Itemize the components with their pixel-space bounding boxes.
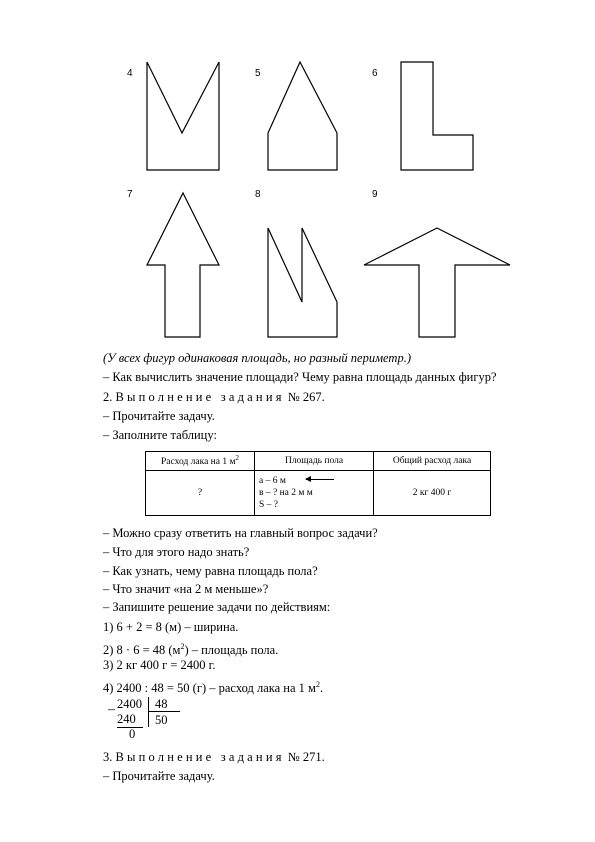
lacquer-table (145, 451, 491, 516)
division-remainder: 0 (129, 727, 136, 741)
division-divisor: 48 (155, 697, 168, 711)
solution-step-2 (103, 639, 278, 658)
header-sup: 2 (235, 454, 239, 463)
question-5: – Запишите решение задачи по действиям: (103, 600, 331, 614)
question-4: – Что значит «на 2 м меньше»? (103, 582, 269, 596)
division-dividend: 2400 (117, 697, 142, 711)
task-267-title: Выполнение задания (115, 390, 285, 404)
table-cell-consumption: ? (146, 471, 255, 516)
table-cell-total: 2 кг 400 г (374, 471, 491, 516)
read-task-line-2: – Прочитайте задачу. (103, 769, 215, 783)
task-271-heading (103, 750, 325, 765)
table-header-cell: Площадь пола (255, 452, 374, 471)
fill-table-line: – Заполните таблицу: (103, 428, 217, 442)
question-2: – Что для этого надо знать? (103, 545, 250, 559)
figures-area (0, 0, 595, 345)
figure-label-4: 4 (127, 68, 133, 79)
figure-8-shape (268, 228, 337, 337)
figure-label-8: 8 (255, 189, 261, 200)
division-subtrahend: 240 (117, 712, 136, 726)
figure-4-shape (147, 62, 219, 170)
task-271-ref: № 271. (287, 750, 325, 764)
division-divisor-underline (148, 711, 180, 712)
task-267-ref: № 267. (287, 390, 325, 404)
solution-step-3: 3) 2 кг 400 г = 2400 г. (103, 658, 216, 672)
figure-5-shape (268, 62, 337, 170)
task-267-heading (103, 390, 325, 405)
step-4-b: . (319, 681, 324, 696)
arrow-left-icon (306, 479, 334, 480)
division-vertical-bar (148, 697, 149, 727)
long-division (103, 695, 193, 745)
step-4-a: 4) 2400 : 48 = 50 (г) – расход лака на 1 м (103, 681, 316, 696)
figure-6-shape (401, 62, 473, 170)
figure-label-9: 9 (372, 189, 378, 200)
minus-sign: – (108, 702, 115, 717)
area-line-a: а – 6 м (259, 476, 286, 486)
step-4-sup: 2 (315, 680, 320, 689)
solution-step-4 (103, 677, 323, 696)
figure-9-shape (364, 228, 510, 337)
task-267-number: 2. (103, 390, 113, 404)
figure-label-6: 6 (372, 68, 378, 79)
header-consumption: Расход лака на 1 м (161, 457, 236, 468)
question-3: – Как узнать, чему равна площадь пола? (103, 564, 318, 578)
figure-label-7: 7 (127, 189, 133, 200)
figure-label-5: 5 (255, 68, 261, 79)
step-2-sup: 2 (180, 642, 185, 651)
area-line: в – ? на 2 м м (259, 488, 313, 498)
figures-svg (0, 0, 595, 345)
figures-note: (У всех фигур одинаковая площадь, но разный периметр.) (103, 351, 411, 365)
question-1: – Можно сразу ответить на главный вопрос задачи? (103, 526, 378, 540)
step-2-b: ) – площадь пола. (184, 643, 279, 658)
division-quotient: 50 (155, 713, 168, 727)
area-line (259, 475, 369, 487)
table-cell-area (255, 471, 374, 516)
question-area: – Как вычислить значение площади? Чему равна площадь данных фигур? (103, 370, 497, 384)
table-header-cell: Общий расход лака (374, 452, 491, 471)
table-header-row (146, 452, 491, 471)
table-row (146, 471, 491, 516)
read-task-line: – Прочитайте задачу. (103, 409, 215, 423)
task-271-title: Выполнение задания (115, 750, 285, 764)
step-2-a: 2) 8 · 6 = 48 (м (103, 643, 181, 658)
solution-step-1: 1) 6 + 2 = 8 (м) – ширина. (103, 620, 239, 634)
area-line: S – ? (259, 500, 278, 510)
table-header-cell (146, 452, 255, 471)
figure-7-shape (147, 193, 219, 337)
task-271-number: 3. (103, 750, 113, 764)
